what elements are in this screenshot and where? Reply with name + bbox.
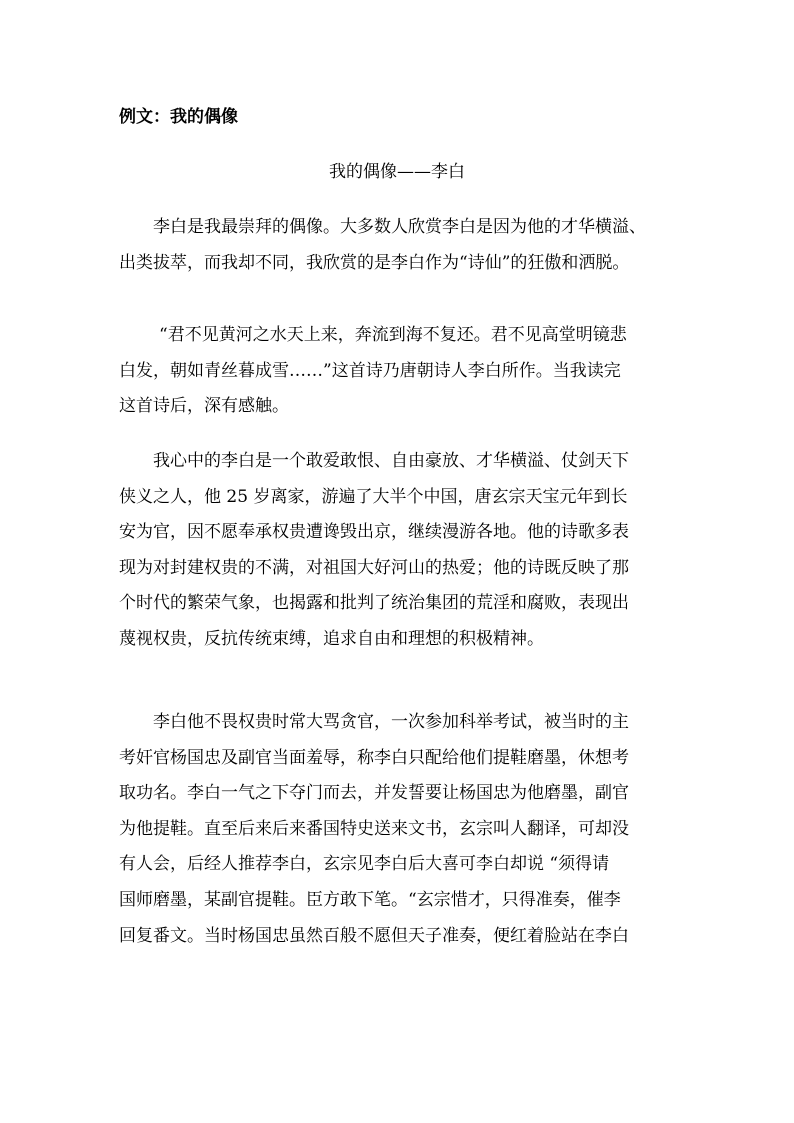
paragraph-2 xyxy=(119,318,685,425)
paragraph-line: 现为对封建权贵的不满，对祖国大好河山的热爱；他的诗既反映了那 xyxy=(119,557,629,578)
paragraph-3 xyxy=(119,444,685,658)
paragraph-line: 有人会，后经人推荐李白，玄宗见李白后大喜可李白却说 “须得请 xyxy=(119,854,610,875)
paragraph-1 xyxy=(119,210,685,281)
paragraph-line: 蔑视权贵，反抗传统束缚，追求自由和理想的积极精神。 xyxy=(119,628,544,649)
paragraph-line: “君不见黄河之水天上来，奔流到海不复还。君不见高堂明镜悲 xyxy=(159,325,627,345)
paragraph-line: 这首诗后，深有感触。 xyxy=(119,396,289,417)
paragraph-line: 李白他不畏权贵时常大骂贪官，一次参加科举考试，被当时的主 xyxy=(153,712,629,732)
section-heading: 例文：我的偶像 xyxy=(119,107,238,127)
paragraph-line: 李白是我最崇拜的偶像。大多数人欣赏李白是因为他的才华横溢、 xyxy=(153,217,646,237)
paragraph-line: 我心中的李白是一个敢爱敢恨、自由豪放、才华横溢、仗剑天下 xyxy=(153,451,629,471)
paragraph-line: 白发，朝如青丝暮成雪……”这首诗乃唐朝诗人李白所作。当我读完 xyxy=(119,360,621,381)
paragraph-line: 为他提鞋。直至后来后来番国特史送来文书，玄宗叫人翻译，可却没 xyxy=(119,818,629,839)
essay-title: 我的偶像——李白 xyxy=(329,162,465,182)
paragraph-4 xyxy=(119,705,685,954)
paragraph-line: 取功名。李白一气之下夺门而去，并发誓要让杨国忠为他磨墨，副官 xyxy=(119,783,629,804)
paragraph-line: 侠义之人，他 25 岁离家，游遍了大半个中国，唐玄宗天宝元年到长 xyxy=(119,486,628,507)
paragraph-line: 安为官，因不愿奉承权贵遭谗毁出京，继续漫游各地。他的诗歌多表 xyxy=(119,522,629,543)
paragraph-line: 回复番文。当时杨国忠虽然百般不愿但天子准奏，便红着脸站在李白 xyxy=(119,925,629,946)
paragraph-line: 个时代的繁荣气象，也揭露和批判了统治集团的荒淫和腐败，表现出 xyxy=(119,593,629,614)
paragraph-line: 国师磨墨，某副官提鞋。臣方敢下笔。“玄宗惜才，只得准奏，催李 xyxy=(119,889,621,910)
paragraph-line: 出类拔萃，而我却不同，我欣赏的是李白作为“诗仙”的狂傲和洒脱。 xyxy=(119,252,630,273)
paragraph-line: 考奸官杨国忠及副官当面羞辱，称李白只配给他们提鞋磨墨，休想考 xyxy=(119,747,629,768)
